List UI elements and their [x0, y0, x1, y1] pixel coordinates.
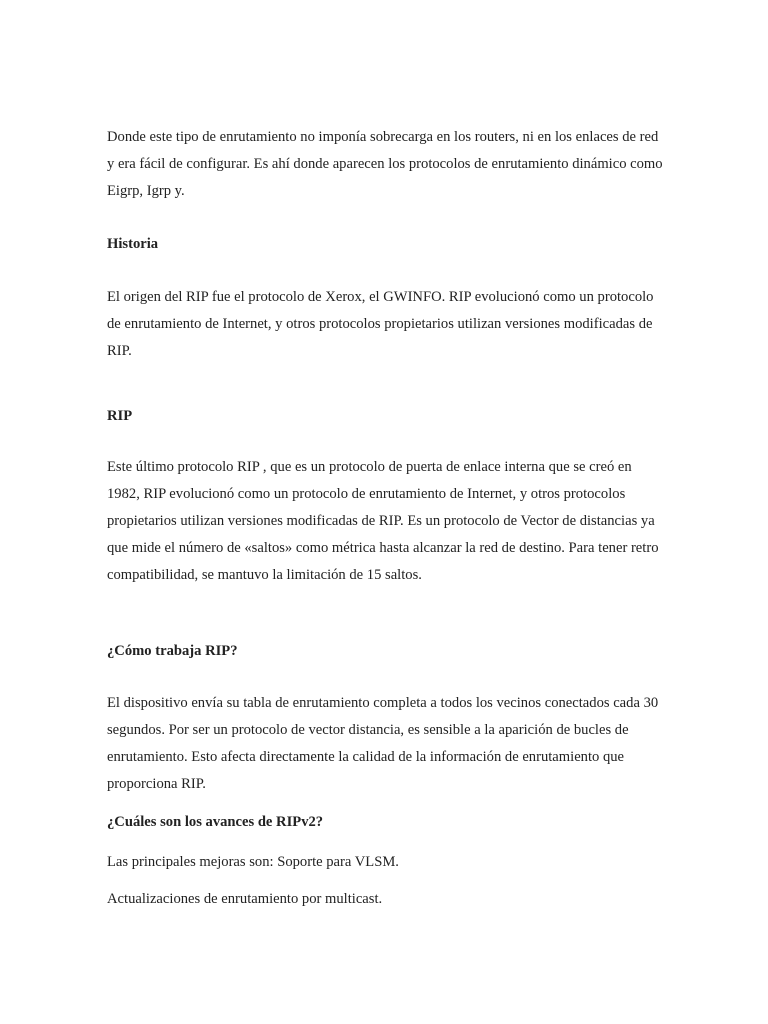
como-trabaja-paragraph: El dispositivo envía su tabla de enrutamiento completa a todos los vecinos conectados cada 30 segundos. Por ser un protocolo de vector distancia, es sensible a la aparición de bucles de enrutamiento. Esto afecta directamente la calidad de la información de enrutamiento que proporciona RIP.: [107, 695, 659, 792]
rip-paragraph: Este último protocolo RIP , que es un protocolo de puerta de enlace interna que se creó en 1982, RIP evolucionó como un protocolo de enrutamiento de Internet, y otros protocolos propietarios utilizan versiones modificadas de RIP. Es un protocolo de Vector de distancias ya que mide el número de «saltos» como métrica hasta alcanzar la red de destino. Para tener retro compatibilidad, se mantuvo la limitación de 15 saltos.: [107, 459, 659, 583]
historia-heading: Historia: [107, 236, 159, 252]
avances-heading: ¿Cuáles son los avances de RIPv2?: [107, 814, 324, 830]
como-trabaja-heading: ¿Cómo trabaja RIP?: [107, 643, 238, 659]
multicast-line: Actualizaciones de enrutamiento por multicast.: [107, 891, 383, 907]
rip-heading: RIP: [107, 408, 133, 424]
mejoras-line: Las principales mejoras son: Soporte para VLSM.: [107, 854, 399, 870]
intro-paragraph: Donde este tipo de enrutamiento no imponía sobrecarga en los routers, ni en los enlaces de red y era fácil de configurar. Es ahí donde aparecen los protocolos de enrutamiento dinámico como Eigrp, Igrp y.: [107, 129, 663, 199]
historia-paragraph: El origen del RIP fue el protocolo de Xerox, el GWINFO. RIP evolucionó como un protocolo de enrutamiento de Internet, y otros protocolos propietarios utilizan versiones modificadas de RIP.: [107, 289, 654, 359]
